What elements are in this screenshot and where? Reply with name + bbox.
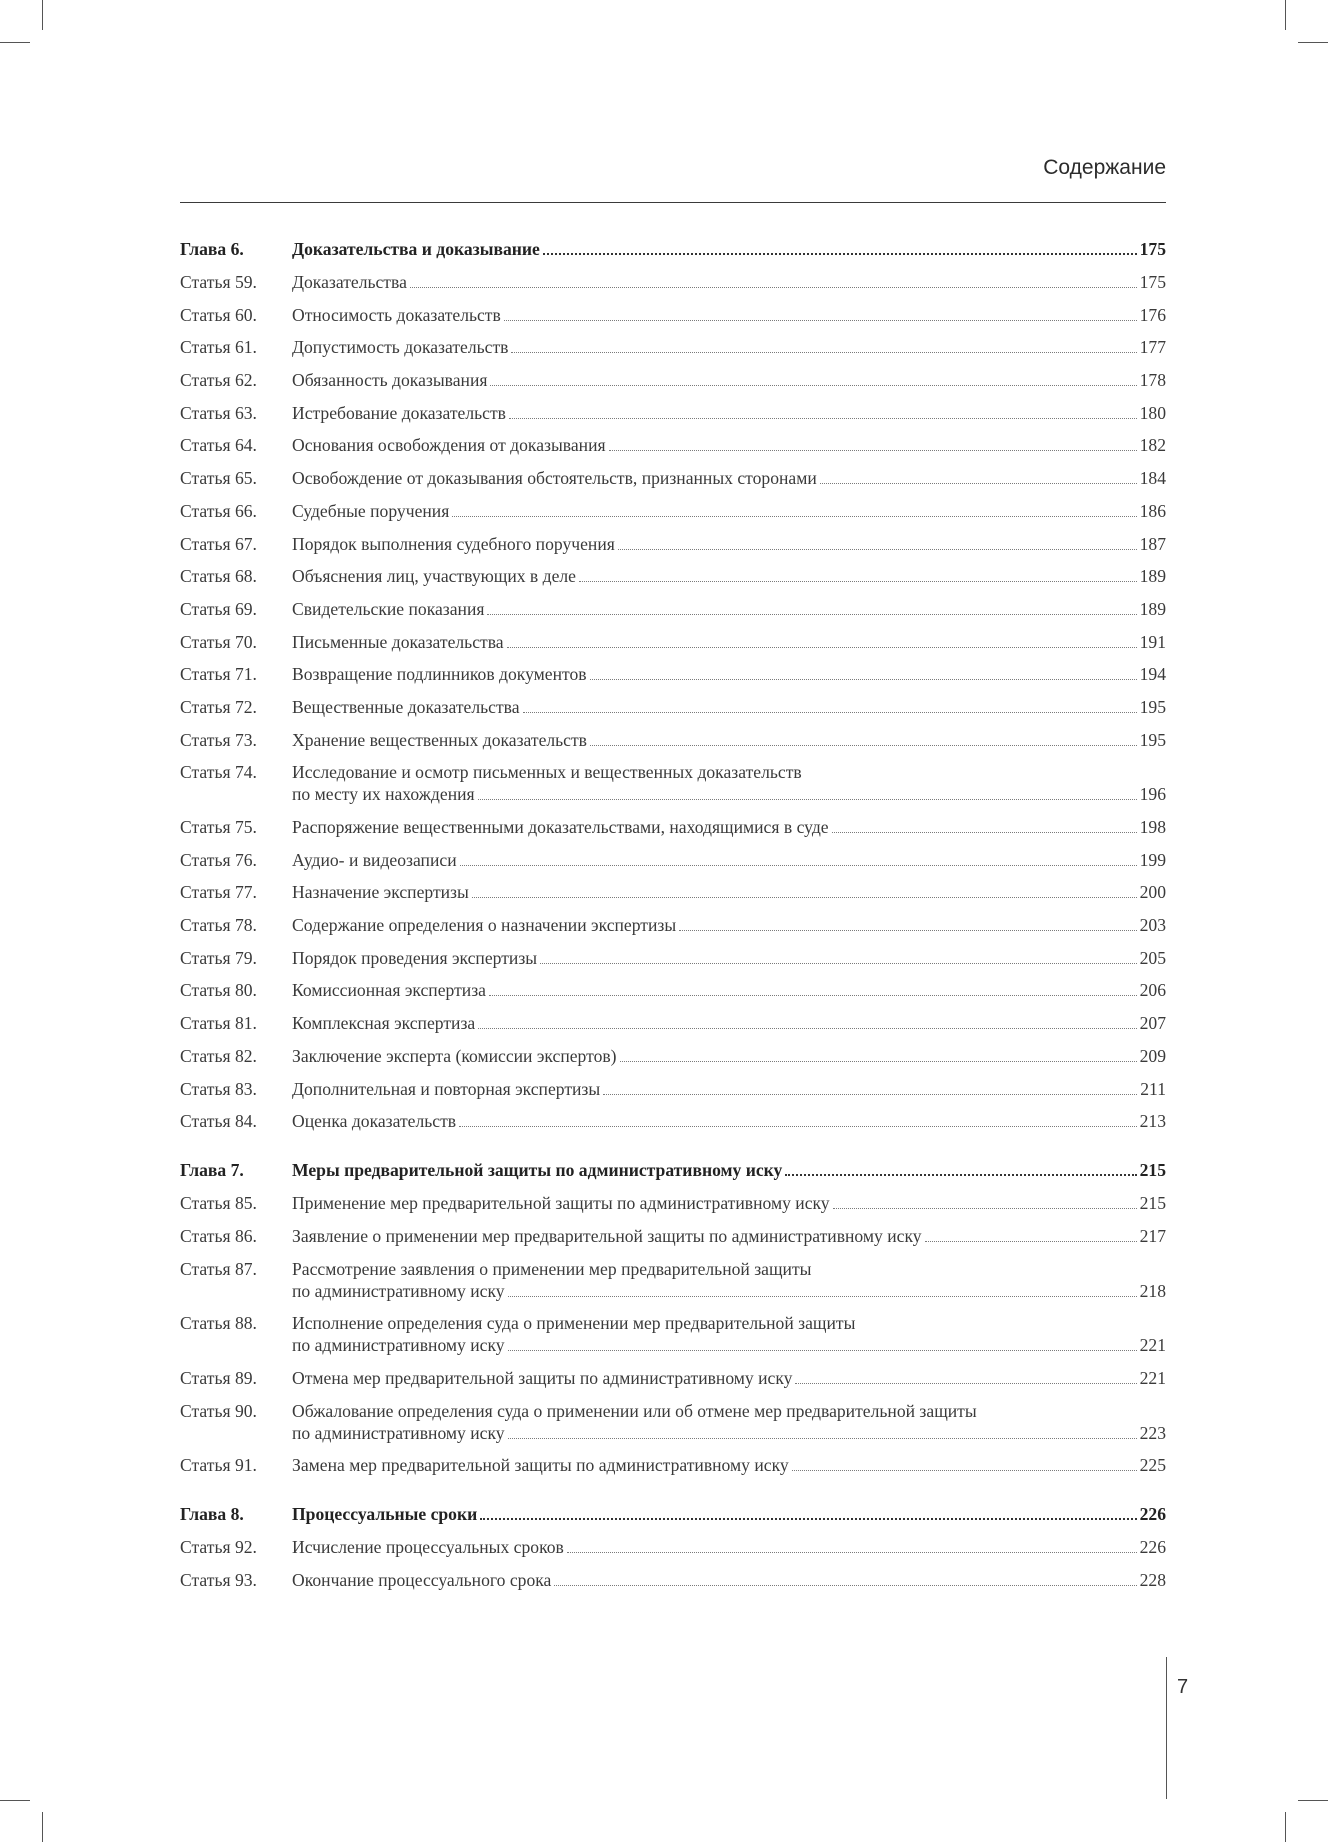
entry-line [292,849,1166,871]
toc-entry [180,947,1166,969]
entry-body [292,849,1166,871]
article-title: Обязанность доказывания [292,370,488,391]
entry-line [292,1192,1166,1214]
article-label: Статья 88. [180,1313,257,1334]
page-ref: 225 [1139,1455,1166,1476]
entry-body [292,1367,1166,1389]
dot-leader [590,745,1137,746]
toc-entry [180,816,1166,838]
crop-mark [1285,1812,1286,1842]
article-title: Хранение вещественных доказательств [292,729,587,750]
entry-body [292,500,1166,522]
entry-body [292,881,1166,903]
article-label: Статья 69. [180,598,257,619]
toc-entry [180,565,1166,587]
dot-leader [679,930,1136,931]
entry-line [292,467,1166,489]
entry-line [292,565,1166,587]
article-title: Исчисление процессуальных сроков [292,1537,564,1558]
page-ref: 175 [1139,239,1166,259]
entry-body [292,1536,1166,1558]
page-ref: 178 [1139,370,1166,391]
entry-line [292,1503,1166,1525]
toc-entry [180,304,1166,326]
article-title: Отмена мер предварительной защиты по административному иску [292,1367,793,1388]
dot-leader [508,1438,1137,1439]
entry-line [292,533,1166,555]
entry-line [292,1012,1166,1034]
article-title: Вещественные доказательства [292,696,520,717]
entry-body [292,1454,1166,1476]
entry-body [292,467,1166,489]
dot-leader [523,712,1137,713]
article-label: Статья 83. [180,1078,257,1099]
toc-entry [180,696,1166,718]
dot-leader [590,679,1137,680]
dot-leader [478,1028,1136,1029]
article-label: Статья 70. [180,631,257,652]
page-ref: 209 [1139,1045,1166,1066]
page-ref: 218 [1139,1280,1166,1301]
dot-leader [792,1470,1137,1471]
dot-leader [509,418,1137,419]
article-title: Возвращение подлинников документов [292,664,587,685]
dot-leader [410,287,1137,288]
running-header: Содержание [1043,156,1166,179]
entry-line [292,336,1166,358]
chapter-label: Глава 8. [180,1504,244,1525]
entry-title-line: Исполнение определения суда о применении мер предварительной защиты [292,1313,856,1334]
toc-entry [180,979,1166,1001]
entry-body [292,1225,1166,1247]
page-ref: 175 [1139,272,1166,292]
entry-line [292,663,1166,685]
toc-entry [180,1078,1166,1100]
article-label: Статья 60. [180,304,257,325]
entry-line [292,1367,1166,1389]
entry-line [292,1334,1166,1356]
article-title: Назначение экспертизы [292,882,469,903]
entry-body [292,696,1166,718]
page-ref: 182 [1139,435,1166,456]
page-ref: 191 [1139,631,1166,652]
toc-entry [180,1569,1166,1591]
entry-body [292,1159,1166,1181]
toc-entry [180,1192,1166,1214]
toc-entry [180,1258,1166,1302]
dot-leader [543,253,1137,255]
article-title: Истребование доказательств [292,402,506,423]
dot-leader [508,1350,1137,1351]
chapter-section [180,1503,1166,1591]
table-of-contents [180,238,1166,1602]
article-label: Статья 62. [180,370,257,391]
entry-body [292,271,1166,293]
article-title: Замена мер предварительной защиты по административному иску [292,1455,789,1476]
dot-leader [459,1126,1137,1127]
page-ref: 203 [1139,915,1166,936]
page-ref: 194 [1139,664,1166,685]
page-ref: 199 [1139,849,1166,870]
page-ref: 184 [1139,468,1166,489]
page-ref: 221 [1139,1335,1166,1356]
dot-leader [508,1296,1137,1297]
crop-mark [1298,42,1328,43]
article-title: Аудио- и видеозаписи [292,849,457,870]
article-label: Статья 84. [180,1111,257,1132]
dot-leader [820,483,1137,484]
entry-body [292,565,1166,587]
toc-entry [180,631,1166,653]
entry-line [292,783,1166,805]
entry-body [292,729,1166,751]
article-title: Судебные поручения [292,500,450,521]
toc-entry [180,1536,1166,1558]
article-title: Порядок выполнения судебного поручения [292,533,615,554]
toc-entry [180,500,1166,522]
entry-line [292,947,1166,969]
dot-leader [795,1383,1136,1384]
toc-entry [180,434,1166,456]
page-ref: 223 [1139,1422,1166,1443]
entry-line [292,598,1166,620]
entry-body [292,402,1166,424]
header-rule [180,202,1166,203]
article-label: Статья 79. [180,947,257,968]
entry-body [292,1110,1166,1132]
page-ref: 213 [1139,1111,1166,1132]
toc-entry [180,729,1166,751]
entry-line [292,696,1166,718]
article-title: Оценка доказательств [292,1111,457,1132]
entry-body [292,434,1166,456]
page-ref: 176 [1139,304,1166,325]
dot-leader [567,1552,1137,1553]
entry-line [292,914,1166,936]
article-label: Статья 74. [180,762,257,783]
entry-line [292,369,1166,391]
page-ref: 186 [1139,500,1166,521]
page-ref: 187 [1139,533,1166,554]
article-title: Доказательства [292,272,407,292]
entry-body [292,1503,1166,1525]
article-label: Статья 72. [180,696,257,717]
entry-line [292,1454,1166,1476]
article-label: Статья 66. [180,500,257,521]
chapter-title: Меры предварительной защиты по административному иску [292,1160,783,1181]
article-title: Комиссионная экспертиза [292,980,486,1001]
article-label: Статья 82. [180,1045,257,1066]
page-ref: 195 [1139,696,1166,717]
chapter-heading [180,1159,1166,1181]
dot-leader [609,450,1137,451]
article-title: по месту их нахождения [292,784,475,805]
page-ref: 198 [1139,817,1166,837]
entry-body [292,238,1166,260]
page-ref: 177 [1139,337,1166,358]
entry-line [292,271,1166,293]
dot-leader [603,1094,1137,1095]
toc-entry [180,914,1166,936]
entry-body [292,761,1166,805]
entry-line [292,631,1166,653]
article-label: Статья 71. [180,664,257,685]
article-title: Окончание процессуального срока [292,1570,552,1590]
article-label: Статья 76. [180,849,257,870]
article-title: Распоряжение вещественными доказательствами, находящимися в суде [292,817,829,837]
page-ref: 205 [1139,947,1166,968]
entry-line [292,1159,1166,1181]
dot-leader [785,1174,1136,1176]
article-title: по административному иску [292,1280,505,1301]
chapter-title: Доказательства и доказывание [292,239,540,259]
toc-entry [180,369,1166,391]
article-title: Допустимость доказательств [292,337,509,358]
entry-body [292,1400,1166,1444]
dot-leader [620,1061,1137,1062]
dot-leader [478,799,1137,800]
toc-entry [180,1367,1166,1389]
toc-entry [180,402,1166,424]
page-ref: 196 [1139,784,1166,805]
entry-line [292,238,1166,260]
entry-line [292,1280,1166,1302]
toc-entry [180,271,1166,293]
page-ref: 221 [1139,1367,1166,1388]
folio-rule [1166,1657,1167,1799]
toc-entry [180,663,1166,685]
dot-leader [833,1208,1137,1209]
dot-leader [472,897,1137,898]
dot-leader [554,1585,1136,1586]
entry-line [292,729,1166,751]
dot-leader [480,1518,1136,1520]
article-label: Статья 87. [180,1258,257,1279]
article-title: Освобождение от доказывания обстоятельств, признанных сторонами [292,468,817,489]
article-label: Статья 67. [180,533,257,554]
article-title: Объяснения лиц, участвующих в деле [292,566,576,587]
entry-line [292,1422,1166,1444]
entry-body [292,816,1166,838]
entry-line [292,434,1166,456]
article-label: Статья 68. [180,566,257,587]
page-ref: 211 [1140,1078,1166,1099]
dot-leader [925,1241,1137,1242]
page-ref: 226 [1139,1537,1166,1558]
entry-body [292,598,1166,620]
article-label: Статья 65. [180,468,257,489]
page-ref: 215 [1139,1193,1166,1214]
page-ref: 200 [1139,882,1166,903]
entry-line [292,402,1166,424]
entry-body [292,631,1166,653]
article-label: Статья 89. [180,1367,257,1388]
crop-mark [42,1812,43,1842]
page-ref: 228 [1139,1570,1166,1590]
toc-entry [180,1225,1166,1247]
entry-line [292,1110,1166,1132]
entry-body [292,947,1166,969]
dot-leader [490,385,1136,386]
chapter-section [180,238,1166,1132]
dot-leader [507,647,1137,648]
entry-body [292,1312,1166,1356]
article-title: Свидетельские показания [292,598,485,619]
article-title: Заключение эксперта (комиссии экспертов) [292,1045,617,1066]
entry-line [292,1569,1166,1591]
page-ref: 226 [1139,1504,1166,1525]
page-ref: 206 [1139,980,1166,1001]
article-title: Комплексная экспертиза [292,1013,476,1034]
entry-line [292,1078,1166,1100]
toc-entry [180,533,1166,555]
article-title: Порядок проведения экспертизы [292,947,538,968]
toc-entry [180,1312,1166,1356]
page-number: 7 [1177,1676,1189,1698]
dot-leader [460,865,1137,866]
article-label: Статья 64. [180,435,257,456]
entry-body [292,1258,1166,1302]
article-label: Статья 92. [180,1537,257,1558]
article-title: по административному иску [292,1422,505,1443]
dot-leader [504,320,1137,321]
article-label: Статья 86. [180,1225,257,1246]
entry-body [292,1192,1166,1214]
chapter-label: Глава 6. [180,239,244,259]
article-label: Статья 81. [180,1013,257,1034]
entry-line [292,1045,1166,1067]
entry-line [292,881,1166,903]
article-label: Статья 73. [180,729,257,750]
toc-entry [180,881,1166,903]
entry-title-line: Исследование и осмотр письменных и вещественных доказательств [292,762,802,783]
crop-mark [0,1800,30,1801]
toc-entry [180,849,1166,871]
entry-body [292,304,1166,326]
page-ref: 217 [1139,1225,1166,1246]
article-label: Статья 78. [180,915,257,936]
entry-body [292,914,1166,936]
entry-body [292,369,1166,391]
dot-leader [579,581,1137,582]
crop-mark [42,0,43,30]
article-label: Статья 75. [180,817,257,837]
entry-line [292,979,1166,1001]
crop-mark [0,42,30,43]
dot-leader [511,352,1136,353]
article-title: Заявление о применении мер предварительной защиты по административному иску [292,1225,922,1246]
article-label: Статья 93. [180,1570,257,1590]
page-ref: 189 [1139,566,1166,587]
entry-body [292,979,1166,1001]
article-label: Статья 91. [180,1455,257,1476]
article-label: Статья 77. [180,882,257,903]
crop-mark [1285,0,1286,30]
article-label: Статья 90. [180,1400,257,1421]
toc-entry [180,1400,1166,1444]
toc-entry [180,761,1166,805]
toc-entry [180,1012,1166,1034]
toc-entry [180,1454,1166,1476]
article-title: Дополнительная и повторная экспертизы [292,1078,601,1099]
crop-mark [1298,1800,1328,1801]
dot-leader [832,832,1137,833]
entry-body [292,533,1166,555]
article-label: Статья 59. [180,272,257,292]
article-title: Основания освобождения от доказывания [292,435,606,456]
dot-leader [487,614,1136,615]
article-title: по административному иску [292,1335,505,1356]
entry-body [292,336,1166,358]
chapter-title: Процессуальные сроки [292,1504,478,1525]
entry-body [292,1078,1166,1100]
dot-leader [618,549,1137,550]
article-label: Статья 61. [180,337,257,358]
entry-line [292,1536,1166,1558]
entry-body [292,1569,1166,1591]
entry-body [292,1012,1166,1034]
entry-body [292,1045,1166,1067]
entry-line [292,304,1166,326]
toc-entry [180,598,1166,620]
entry-line [292,1225,1166,1247]
article-label: Статья 85. [180,1193,257,1214]
toc-entry [180,1110,1166,1132]
dot-leader [540,963,1137,964]
dot-leader [452,516,1136,517]
entry-body [292,663,1166,685]
article-title: Относимость доказательств [292,304,501,325]
article-title: Письменные доказательства [292,631,504,652]
article-label: Статья 80. [180,980,257,1001]
chapter-heading [180,238,1166,260]
chapter-section [180,1159,1166,1476]
article-label: Статья 63. [180,402,257,423]
page-ref: 207 [1139,1013,1166,1034]
toc-entry [180,1045,1166,1067]
entry-line [292,500,1166,522]
entry-line [292,816,1166,838]
toc-entry [180,336,1166,358]
dot-leader [489,995,1137,996]
entry-title-line: Обжалование определения суда о применении или об отмене мер предварительной защиты [292,1400,977,1421]
page-ref: 195 [1139,729,1166,750]
article-title: Содержание определения о назначении экспертизы [292,915,677,936]
chapter-label: Глава 7. [180,1160,244,1181]
article-title: Применение мер предварительной защиты по административному иску [292,1193,830,1214]
page-ref: 180 [1139,402,1166,423]
page-ref: 215 [1139,1160,1166,1181]
entry-title-line: Рассмотрение заявления о применении мер предварительной защиты [292,1258,812,1279]
page-ref: 189 [1139,598,1166,619]
toc-entry [180,467,1166,489]
chapter-heading [180,1503,1166,1525]
